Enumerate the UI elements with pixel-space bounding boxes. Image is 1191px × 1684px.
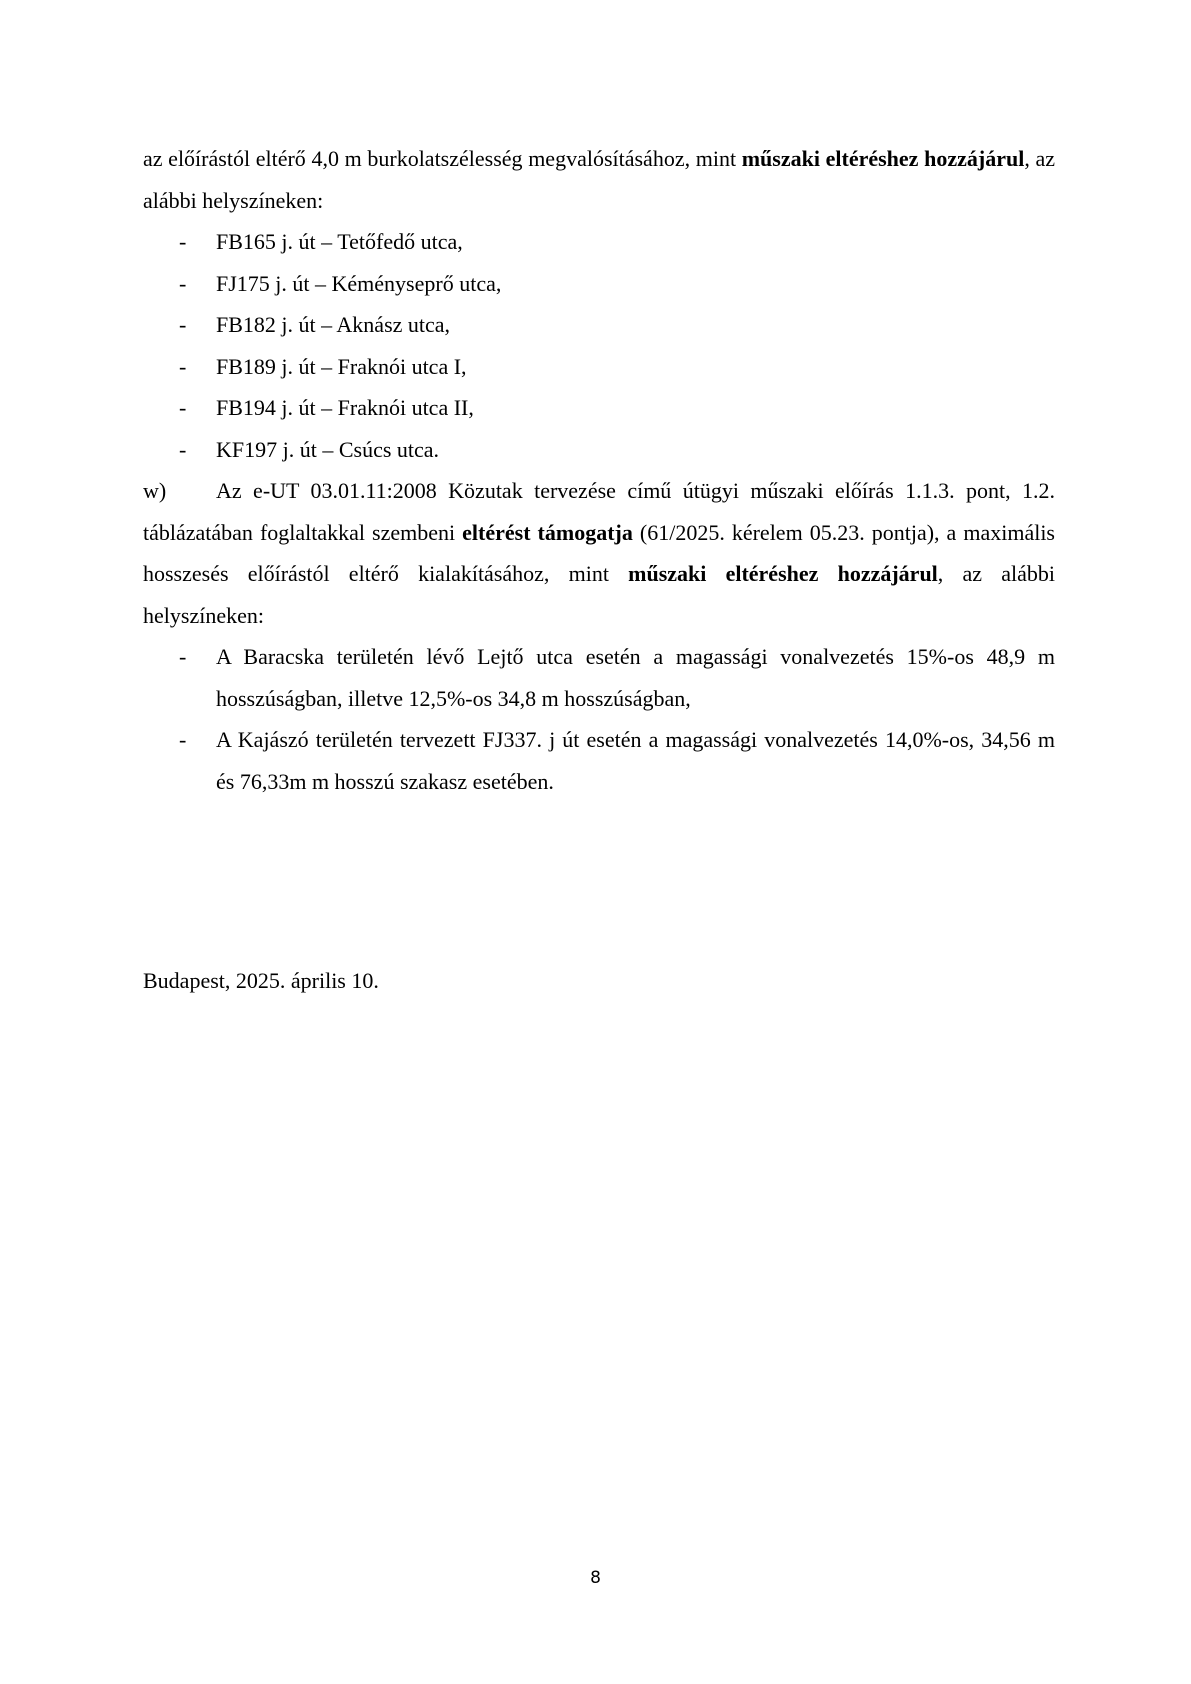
section-w-bold-2: műszaki eltéréshez hozzájárul: [628, 561, 938, 586]
list-item: [143, 719, 1055, 802]
section-w-text-1: Az e-UT 03.01.11:2008 Közutak tervezése című útügyi műszaki előírás 1.1.3. pont, 1.2. táblázatában foglaltakkal szembeni: [143, 478, 1055, 545]
intro-paragraph: [143, 138, 1055, 221]
intro-text-end: , az alábbi helyszíneken:: [143, 146, 1055, 213]
section-w-paragraph: [143, 470, 1055, 636]
list-item-text: FB165 j. út – Tetőfedő utca,: [216, 229, 463, 254]
list-item: [143, 304, 1055, 346]
list-item: [143, 221, 1055, 263]
list-dash: -: [179, 229, 187, 254]
list-dash: -: [179, 644, 187, 669]
list-item: [143, 346, 1055, 388]
list-item-text: KF197 j. út – Csúcs utca.: [216, 436, 440, 462]
list-dash: -: [179, 436, 187, 462]
list-dash: -: [179, 395, 187, 420]
list-item-text: FB194 j. út – Fraknói utca II,: [216, 395, 474, 420]
list-dash: -: [179, 312, 187, 337]
document-body: [143, 138, 1055, 802]
section-w-bold-1: eltérést támogatja: [462, 519, 633, 545]
location-list-1: [143, 221, 1055, 470]
list-item-text: A Kajászó területén tervezett FJ337. j út esetén a magassági vonalvezetés 14,0%-os, 34,56 m és 76,33m m hosszú szakasz esetében.: [216, 727, 1055, 794]
list-item: [143, 636, 1055, 719]
page-number: 8: [590, 1568, 601, 1588]
list-item-text: FB182 j. út – Aknász utca,: [216, 312, 451, 337]
list-item-text: FJ175 j. út – Kéményseprő utca,: [216, 270, 502, 296]
intro-text: az előírástól eltérő 4,0 m burkolatszélesség megvalósításához, mint: [143, 146, 742, 171]
section-marker: w): [143, 478, 167, 503]
list-dash: -: [179, 727, 187, 752]
list-dash: -: [179, 270, 187, 296]
list-item: [143, 429, 1055, 471]
intro-bold-text: műszaki eltéréshez hozzájárul: [741, 146, 1025, 171]
list-item-text: A Baracska területén lévő Lejtő utca esetén a magassági vonalvezetés 15%-os 48,9 m hosszúságban, illetve 12,5%-os 34,8 m hosszúságban,: [216, 644, 1055, 711]
section-w-text-2: (61/2025. kérelem 05.23. pontja), a maximális hosszesés előírástól eltérő kialakításához, mint: [143, 519, 1055, 586]
location-list-2: [143, 636, 1055, 802]
list-item: [143, 387, 1055, 429]
section-w-text-3: , az alábbi helyszíneken:: [143, 561, 1055, 628]
place-and-date: Budapest, 2025. április 10.: [143, 968, 379, 993]
list-dash: -: [179, 353, 187, 379]
list-item: [143, 263, 1055, 305]
list-item-text: FB189 j. út – Fraknói utca I,: [216, 353, 467, 379]
